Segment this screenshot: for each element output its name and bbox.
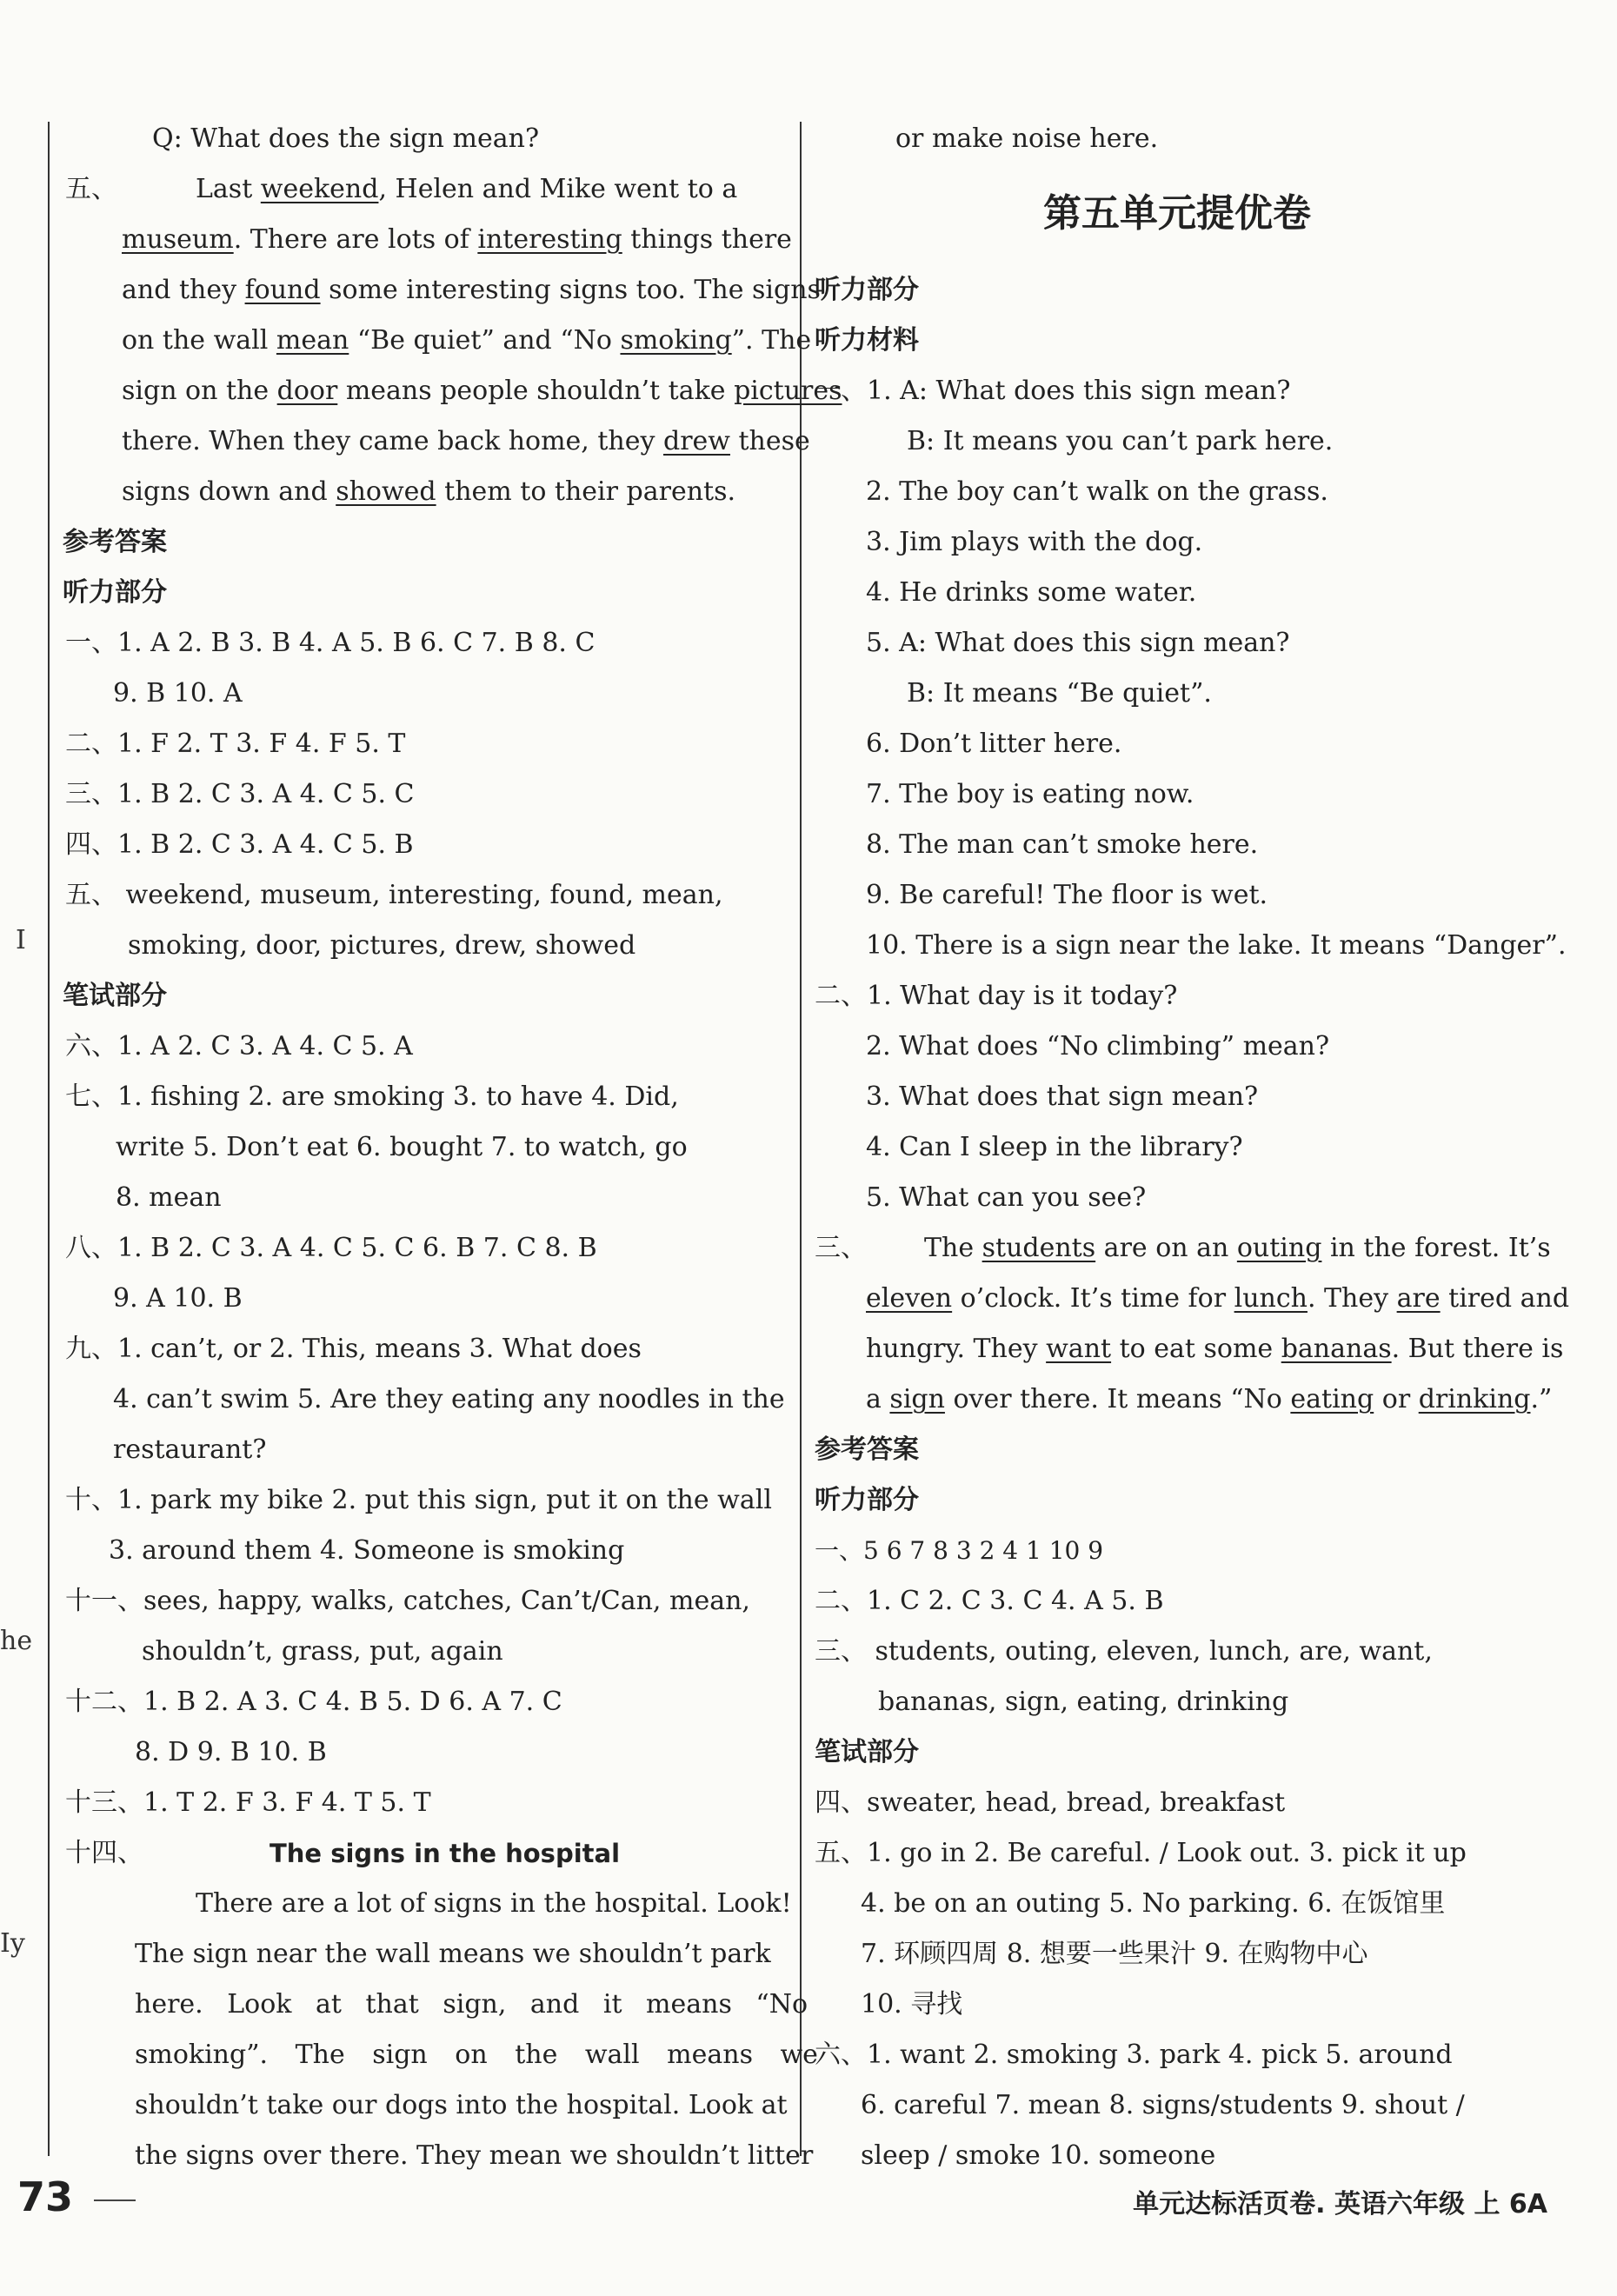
blank-answer: smoking [620, 325, 732, 356]
answer-line: 10. 寻找 [861, 1989, 963, 2020]
blank-answer: outing [1236, 1233, 1322, 1263]
margin-fragment: I [16, 925, 26, 955]
text: and they [122, 275, 245, 305]
answer-line: smoking, door, pictures, drew, showed [128, 930, 636, 961]
answer-line: 四、1. B 2. C 3. A 4. C 5. B [65, 829, 414, 860]
material-line: 4. Can I sleep in the library? [866, 1132, 1243, 1162]
blank-answer: drinking [1418, 1384, 1531, 1414]
text: or [1374, 1384, 1419, 1414]
text: these [729, 426, 810, 456]
answer-line: 五、 weekend, museum, interesting, found, mean, [65, 880, 723, 910]
text: , Helen and Mike went to a [378, 174, 738, 204]
essay-line: here. Look at that sign, and it means “No [135, 1989, 808, 2020]
answer-line: 十二、1. B 2. A 3. C 4. B 5. D 6. A 7. C [65, 1687, 562, 1717]
answer-line: restaurant? [113, 1434, 267, 1465]
listening-material-heading: 听力材料 [815, 325, 919, 356]
answer-line: 六、1. A 2. C 3. A 4. C 5. A [65, 1031, 413, 1061]
text: . They [1307, 1283, 1397, 1314]
listening-heading: 听力部分 [815, 1485, 919, 1515]
material-line: 9. Be careful! The floor is wet. [866, 880, 1268, 910]
blank-answer: drew [662, 426, 730, 456]
answer-line: 一、5 6 7 8 3 2 4 1 10 9 [815, 1536, 1104, 1565]
material-line: 2. The boy can’t walk on the grass. [866, 476, 1328, 507]
answer-line: 二、1. C 2. C 3. C 4. A 5. B [815, 1586, 1164, 1616]
blank-answer: eating [1290, 1384, 1374, 1414]
passage-line [866, 1332, 1563, 1367]
text: to eat some [1111, 1334, 1281, 1364]
answer-line: 三、1. B 2. C 3. A 4. C 5. C [65, 779, 415, 809]
footer-divider [94, 2200, 136, 2201]
answer-line: bananas, sign, eating, drinking [878, 1687, 1289, 1717]
material-line: 一、1. A: What does this sign mean? [815, 376, 1291, 406]
passage-line [196, 172, 787, 207]
answer-line: 一、1. A 2. B 3. B 4. A 5. B 6. C 7. B 8. C [65, 628, 596, 658]
text: means people shouldn’t take [337, 376, 735, 406]
blank-answer: showed [336, 476, 436, 507]
answer-line: 4. can’t swim 5. Are they eating any noodles in the [113, 1384, 785, 1414]
blank-answer: interesting [477, 224, 622, 255]
passage-line [122, 223, 792, 257]
blank-answer: want [1046, 1334, 1112, 1364]
blank-answer: lunch [1234, 1283, 1308, 1314]
answer-line: 六、1. want 2. smoking 3. park 4. pick 5. around [815, 2040, 1453, 2070]
passage-line [122, 475, 735, 509]
answer-line: 十三、1. T 2. F 3. F 4. T 5. T [65, 1787, 431, 1818]
blank-answer: eleven [866, 1283, 953, 1314]
answer-line: 四、sweater, head, bread, breakfast [815, 1787, 1286, 1818]
essay-line: smoking”. The sign on the wall means we [135, 2040, 818, 2070]
text: .” [1530, 1384, 1553, 1414]
material-line: 5. A: What does this sign mean? [866, 628, 1290, 658]
answer-line: 3. around them 4. Someone is smoking [109, 1535, 625, 1566]
answer-line: 五、1. go in 2. Be careful. / Look out. 3. pick it up [815, 1838, 1467, 1868]
passage-line [866, 1382, 1552, 1417]
passage-line [122, 323, 811, 358]
answer-line: 8. D 9. B 10. B [135, 1737, 327, 1767]
essay-line: There are a lot of signs in the hospital. Look! [196, 1888, 792, 1919]
answer-line: write 5. Don’t eat 6. bought 7. to watch, go [116, 1132, 688, 1162]
blank-answer: door [276, 376, 338, 406]
answer-line: sleep / smoke 10. someone [861, 2140, 1216, 2171]
material-line: B: It means you can’t park here. [907, 426, 1334, 456]
text: tired and [1440, 1283, 1570, 1314]
section-three-label: 三、 [815, 1233, 867, 1263]
answer-line: 八、1. B 2. C 3. A 4. C 5. C 6. B 7. C 8. B [65, 1233, 597, 1263]
essay-line: the signs over there. They mean we shouldn’t litter [135, 2140, 814, 2171]
text: . But there is [1391, 1334, 1564, 1364]
answer-line: 8. mean [116, 1182, 222, 1213]
answer-line: 三、 students, outing, eleven, lunch, are, want, [815, 1636, 1433, 1667]
answer-key-heading: 参考答案 [815, 1434, 919, 1465]
margin-fragment: he [0, 1626, 33, 1656]
text: there. When they came back home, they [122, 426, 663, 456]
passage-line [122, 374, 842, 409]
text: some interesting signs too. The signs [320, 275, 821, 305]
text: on the wall [122, 325, 276, 356]
passage-line [122, 273, 821, 308]
page-number: 73 [17, 2173, 74, 2220]
answer-line: shouldn’t, grass, put, again [142, 1636, 503, 1667]
blank-answer: weekend [260, 174, 379, 204]
text: The [924, 1233, 982, 1263]
listening-heading: 听力部分 [815, 275, 919, 305]
text: Last [196, 174, 261, 204]
text: in the forest. It’s [1321, 1233, 1551, 1263]
text: over there. It means “No [944, 1384, 1291, 1414]
section-fourteen-label: 十四、 [65, 1838, 143, 1868]
material-line: 二、1. What day is it today? [815, 981, 1178, 1011]
writing-heading: 笔试部分 [63, 981, 167, 1011]
answer-line: 6. careful 7. mean 8. signs/students 9. shout / [861, 2090, 1465, 2120]
blank-answer: bananas [1281, 1334, 1392, 1364]
answer-line: 7. 环顾四周 8. 想要一些果汁 9. 在购物中心 [861, 1939, 1368, 1969]
blank-answer: students [982, 1233, 1096, 1263]
text: . There are lots of [233, 224, 478, 255]
passage-line [924, 1231, 1551, 1266]
blank-answer: mean [276, 325, 349, 356]
answer-line: 二、1. F 2. T 3. F 4. F 5. T [65, 729, 406, 759]
essay-title: The signs in the hospital [270, 1839, 621, 1868]
passage-line [866, 1281, 1569, 1316]
continued-line: or make noise here. [895, 123, 1159, 154]
material-line: 3. Jim plays with the dog. [866, 527, 1203, 557]
text: sign on the [122, 376, 277, 406]
material-line: 6. Don’t litter here. [866, 729, 1122, 759]
question-line: Q: What does the sign mean? [152, 123, 540, 154]
blank-answer: pictures [734, 376, 842, 406]
answer-key-heading: 参考答案 [63, 527, 167, 557]
answer-line: 九、1. can’t, or 2. This, means 3. What does [65, 1334, 642, 1364]
material-line: 2. What does “No climbing” mean? [866, 1031, 1330, 1061]
material-line: 3. What does that sign mean? [866, 1081, 1259, 1112]
left-margin-rule [48, 122, 50, 2156]
section-five-label: 五、 [65, 174, 117, 204]
passage-line [122, 424, 810, 459]
text: things there [622, 224, 792, 255]
material-line: 10. There is a sign near the lake. It means “Danger”. [866, 930, 1567, 961]
answer-line: 9. A 10. B [113, 1283, 243, 1314]
material-line: 8. The man can’t smoke here. [866, 829, 1259, 860]
blank-answer: found [244, 275, 321, 305]
text: signs down and [122, 476, 336, 507]
answer-line: 七、1. fishing 2. are smoking 3. to have 4. Did, [65, 1081, 679, 1112]
blank-answer: sign [889, 1384, 945, 1414]
text: a [866, 1384, 890, 1414]
text: them to their parents. [436, 476, 736, 507]
margin-fragment: Iy [0, 1928, 25, 1959]
text: o’clock. It’s time for [952, 1283, 1234, 1314]
answer-line: 9. B 10. A [113, 678, 243, 709]
blank-answer: museum [122, 224, 234, 255]
material-line: B: It means “Be quiet”. [907, 678, 1212, 709]
answer-line: 十、1. park my bike 2. put this sign, put it on the wall [65, 1485, 772, 1515]
book-title: 单元达标活页卷. 英语六年级 上 6A [1133, 2189, 1547, 2219]
unit-title: 第五单元提优卷 [1043, 191, 1311, 236]
essay-line: shouldn’t take our dogs into the hospital. Look at [135, 2090, 788, 2120]
text: “Be quiet” and “No [349, 325, 621, 356]
writing-heading: 笔试部分 [815, 1737, 919, 1767]
answer-line: 十一、sees, happy, walks, catches, Can’t/Can, mean, [65, 1586, 750, 1616]
essay-line: The sign near the wall means we shouldn’t park [135, 1939, 771, 1969]
material-line: 7. The boy is eating now. [866, 779, 1194, 809]
blank-answer: are [1396, 1283, 1441, 1314]
text: hungry. They [866, 1334, 1047, 1364]
material-line: 5. What can you see? [866, 1182, 1147, 1213]
answer-line: 4. be on an outing 5. No parking. 6. 在饭馆里 [861, 1888, 1446, 1919]
listening-heading: 听力部分 [63, 577, 167, 608]
text: are on an [1095, 1233, 1237, 1263]
material-line: 4. He drinks some water. [866, 577, 1197, 608]
text: ”. The [731, 325, 812, 356]
